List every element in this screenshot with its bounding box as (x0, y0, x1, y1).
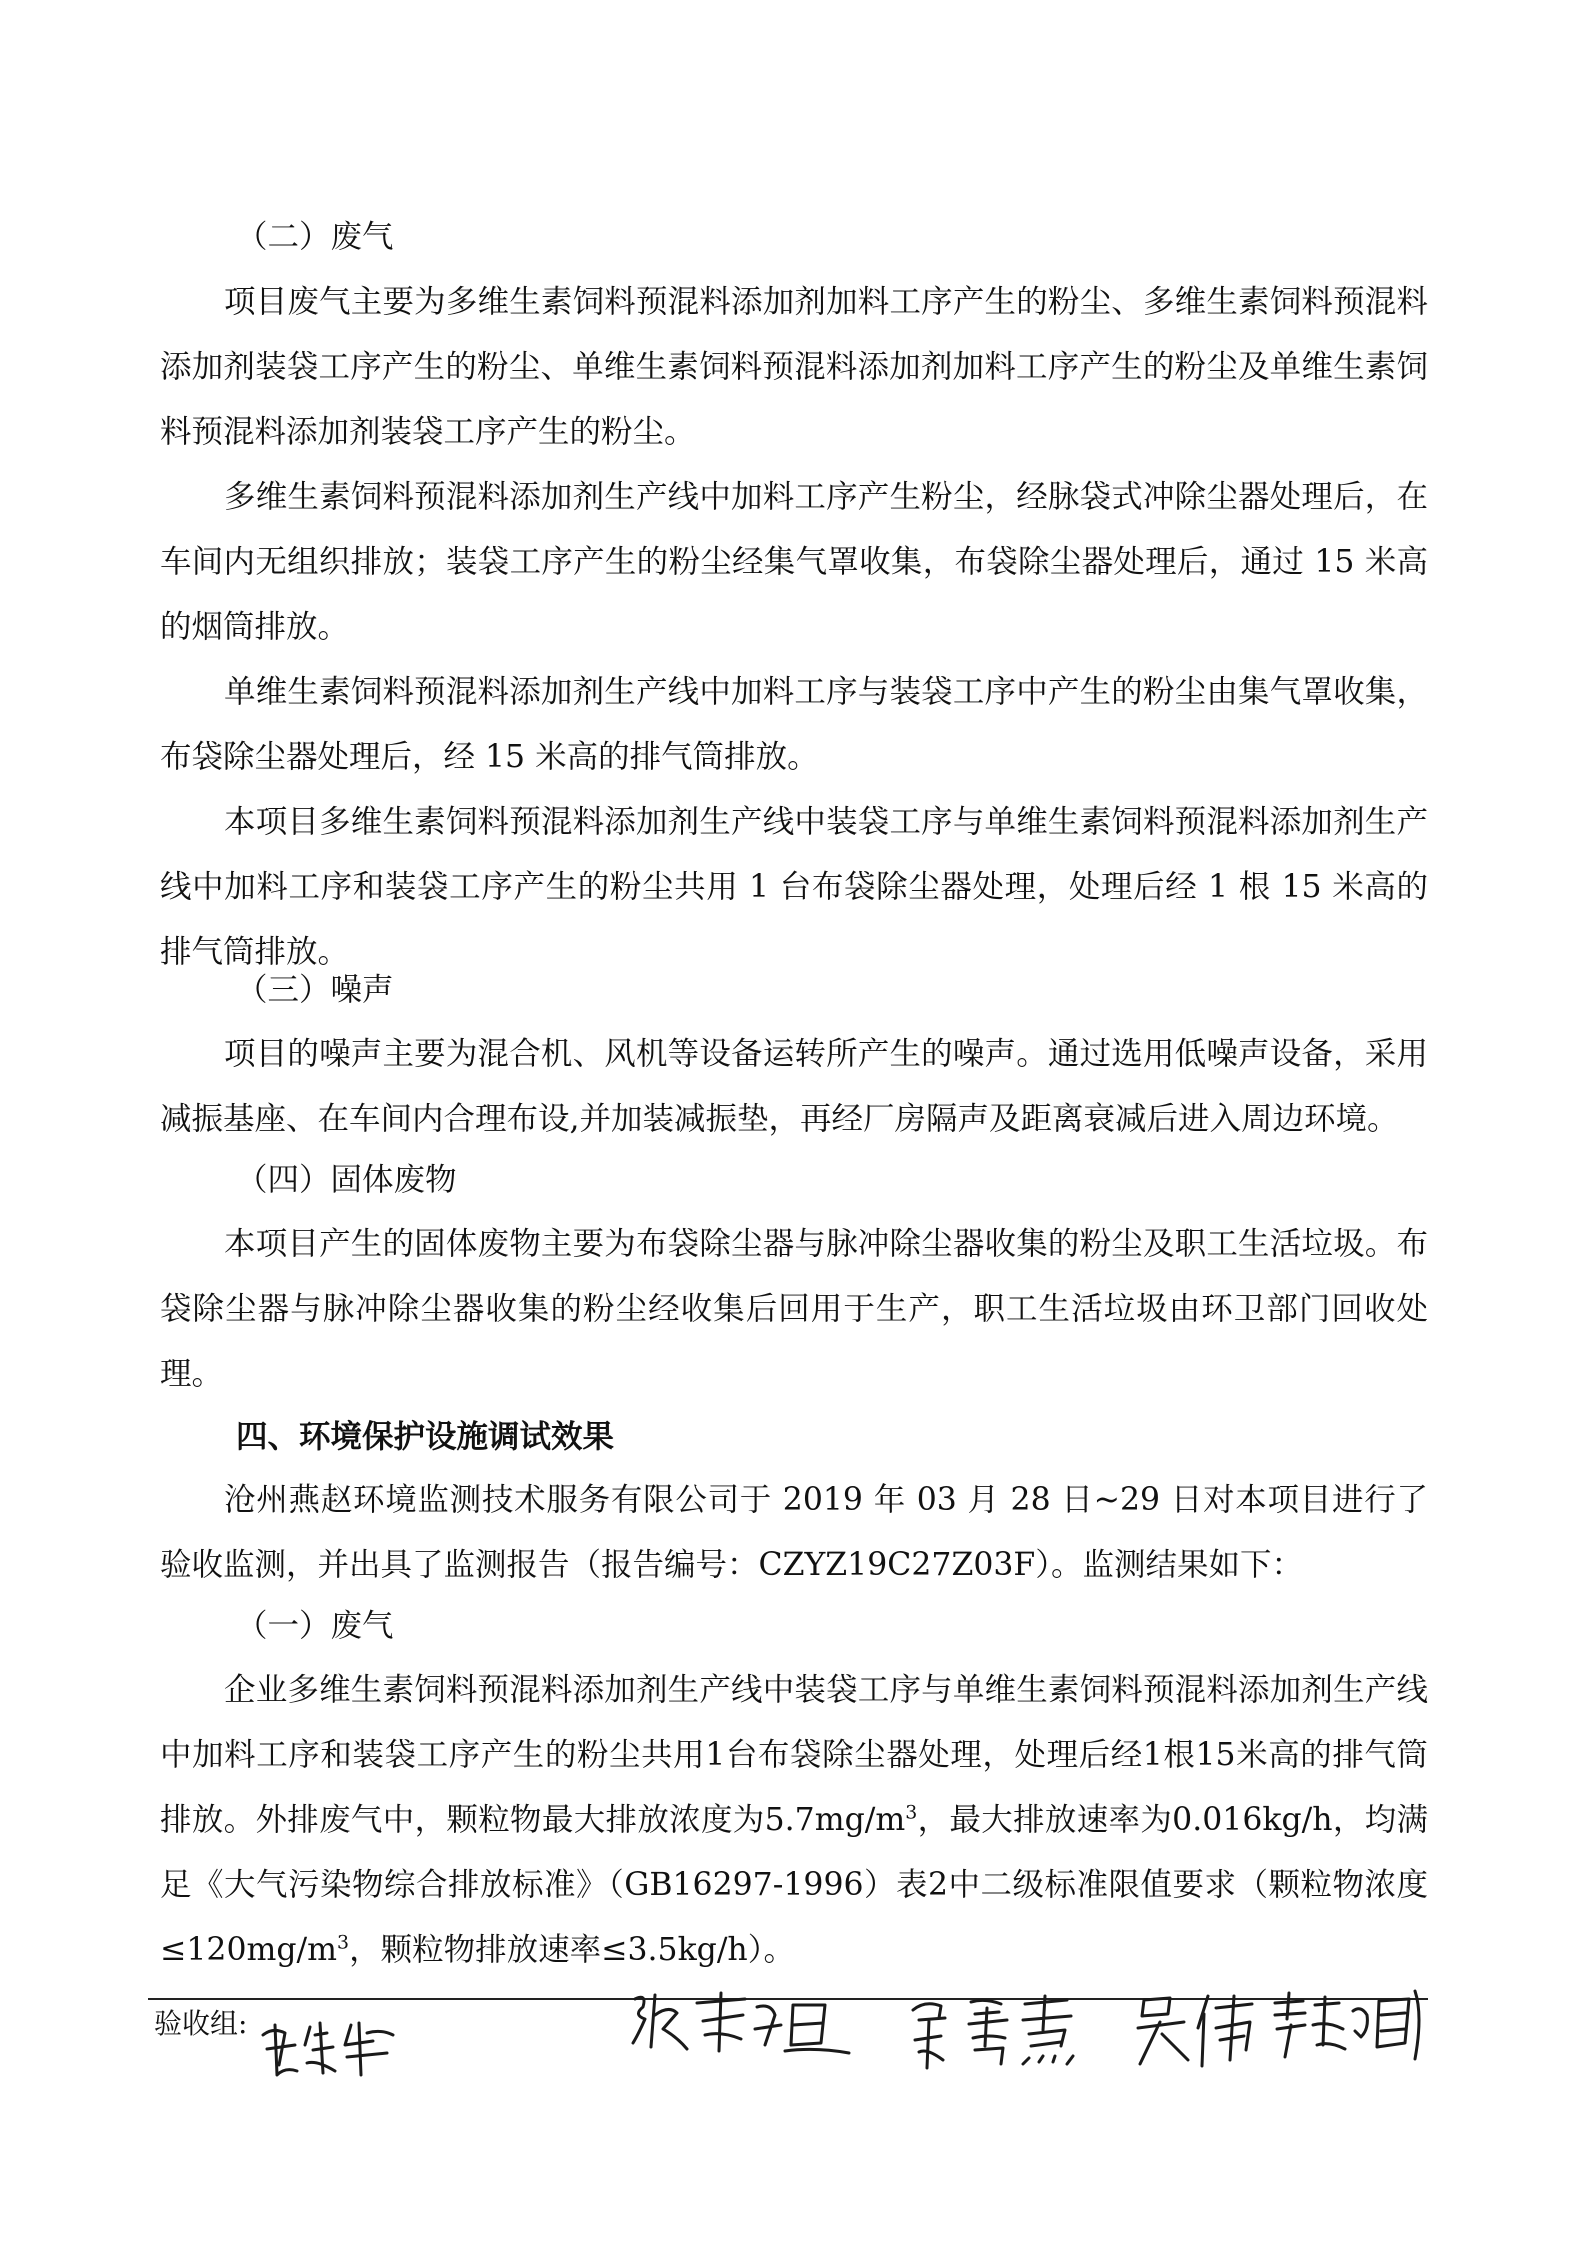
paragraph: 项目废气主要为多维生素饲料预混料添加剂加料工序产生的粉尘、多维生素饲料预混料添加剂装袋工序产生的粉尘、单维生素饲料预混料添加剂加料工序产生的粉尘及单维生素饲料预混料添加剂装袋工序产生的粉尘。 (160, 284, 1428, 450)
section-heading: （二）废气 (236, 219, 394, 255)
signature-song-xue-yan (905, 1990, 1105, 2075)
paragraph: 多维生素饲料预混料添加剂生产线中加料工序产生粉尘，经脉袋式冲除尘器处理后，在车间内无组织排放；装袋工序产生的粉尘经集气罩收集，布袋除尘器处理后，通过 15 米高的烟筒排放。 (160, 479, 1428, 645)
signature-zhang-shu-xu (625, 1985, 855, 2065)
chapter-heading: 四、环境保护设施调试效果 (236, 1418, 615, 1455)
paragraph-with-superscripts: 企业多维生素饲料预混料添加剂生产线中装袋工序与单维生素饲料预混料添加剂生产线中加料工序和装袋工序产生的粉尘共用1台布袋除尘器处理，处理后经1根15米高的排气筒排放。外排废气中，颗粒物最大排放浓度为$5.7mg/m^3$，最大排放速率为0.016kg/h，均满足《大气污染物综合排放标准》（GB16297-1996）表2中二级标准限值要求（颗粒物浓度$\le 120mg/m^3$，颗粒物排放速率≤3.5kg/h）。 (160, 1672, 1428, 1968)
paragraph: 项目的噪声主要为混合机、风机等设备运转所产生的噪声。通过选用低噪声设备，采用减振基座、在车间内合理布设,并加装减振垫，再经厂房隔声及距离衰减后进入周边环境。 (160, 1036, 1428, 1137)
signatory-label: 验收组: (154, 2007, 248, 2040)
signature-han-di (1265, 1985, 1425, 2065)
section-heading: （四）固体废物 (236, 1162, 457, 1198)
paragraph: 沧州燕赵环境监测技术服务有限公司于 2019 年 03 月 28 日~29 日对本项目进行了验收监测，并出具了监测报告（报告编号：CZYZ19C27Z03F）。监测结果如下： (160, 1482, 1428, 1583)
section-heading: （三）噪声 (236, 972, 394, 1008)
signature-shi-hong-hua (255, 2005, 405, 2080)
signature-wu-wei (1130, 1988, 1260, 2073)
section-heading: （一）废气 (236, 1608, 394, 1644)
paragraph: 本项目产生的固体废物主要为布袋除尘器与脉冲除尘器收集的粉尘及职工生活垃圾。布袋除尘器与脉冲除尘器收集的粉尘经收集后回用于生产，职工生活垃圾由环卫部门回收处理。 (160, 1226, 1428, 1392)
paragraph: 本项目多维生素饲料预混料添加剂生产线中装袋工序与单维生素饲料预混料添加剂生产线中加料工序和装袋工序产生的粉尘共用 1 台布袋除尘器处理，处理后经 1 根 15 米高的排气筒排放。 (160, 804, 1428, 970)
paragraph: 单维生素饲料预混料添加剂生产线中加料工序与装袋工序中产生的粉尘由集气罩收集，布袋除尘器处理后，经 15 米高的排气筒排放。 (160, 674, 1428, 775)
